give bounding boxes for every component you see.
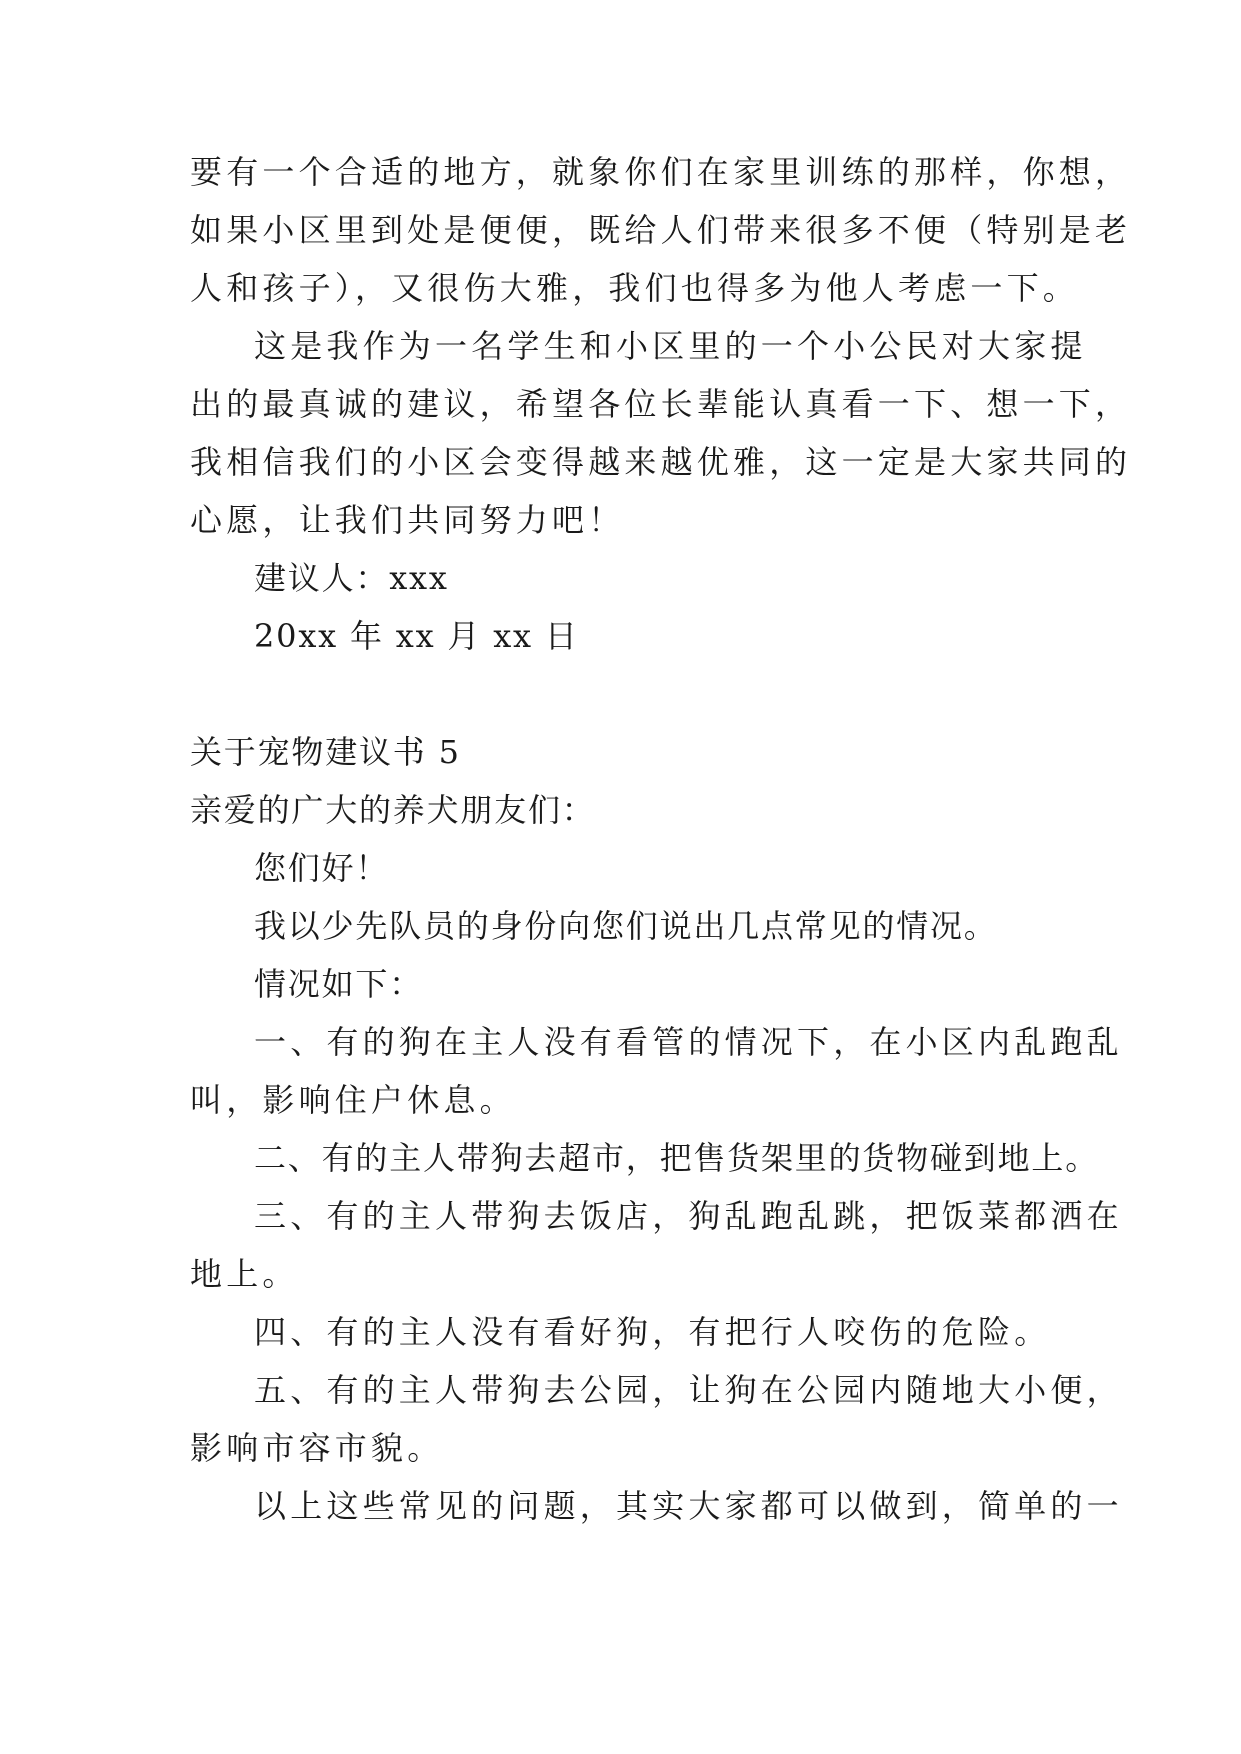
list-item-continuation: 地上。 [190,1255,299,1293]
paragraph-line: 以上这些常见的问题，其实大家都可以做到，简单的一 [254,1487,1123,1525]
list-item: 一、有的狗在主人没有看管的情况下，在小区内乱跑乱 [254,1023,1123,1061]
greeting: 您们好！ [254,849,390,887]
paragraph-line: 如果小区里到处是便便，既给人们带来很多不便（特别是老 [190,211,1132,249]
paragraph-line: 心愿，让我们共同努力吧！ [190,501,625,539]
list-item-continuation: 叫，影响住户休息。 [190,1081,516,1119]
situation-heading: 情况如下： [254,965,424,1003]
list-item: 四、有的主人没有看好狗，有把行人咬伤的危险。 [254,1313,1051,1351]
paragraph-line: 人和孩子），又很伤大雅，我们也得多为他人考虑一下。 [190,269,1080,307]
salutation: 亲爱的广大的养犬朋友们： [190,791,596,829]
paragraph-line: 这是我作为一名学生和小区里的一个小公民对大家提 [254,327,1087,365]
list-item: 二、有的主人带狗去超市，把售货架里的货物碰到地上。 [254,1139,1100,1177]
intro-line: 我以少先队员的身份向您们说出几点常见的情况。 [254,907,998,945]
signer-line: 建议人：xxx [254,559,449,597]
date-line: 20xx 年 xx 月 xx 日 [254,617,579,655]
paragraph-line: 要有一个合适的地方，就象你们在家里训练的那样，你想， [190,153,1132,191]
list-item-continuation: 影响市容市貌。 [190,1429,444,1467]
paragraph-line: 出的最真诚的建议，希望各位长辈能认真看一下、想一下， [190,385,1132,423]
list-item: 三、有的主人带狗去饭店，狗乱跑乱跳，把饭菜都洒在 [254,1197,1123,1235]
section-title: 关于宠物建议书 5 [190,733,461,771]
paragraph-line: 我相信我们的小区会变得越来越优雅，这一定是大家共同的 [190,443,1132,481]
list-item: 五、有的主人带狗去公园，让狗在公园内随地大小便， [254,1371,1123,1409]
